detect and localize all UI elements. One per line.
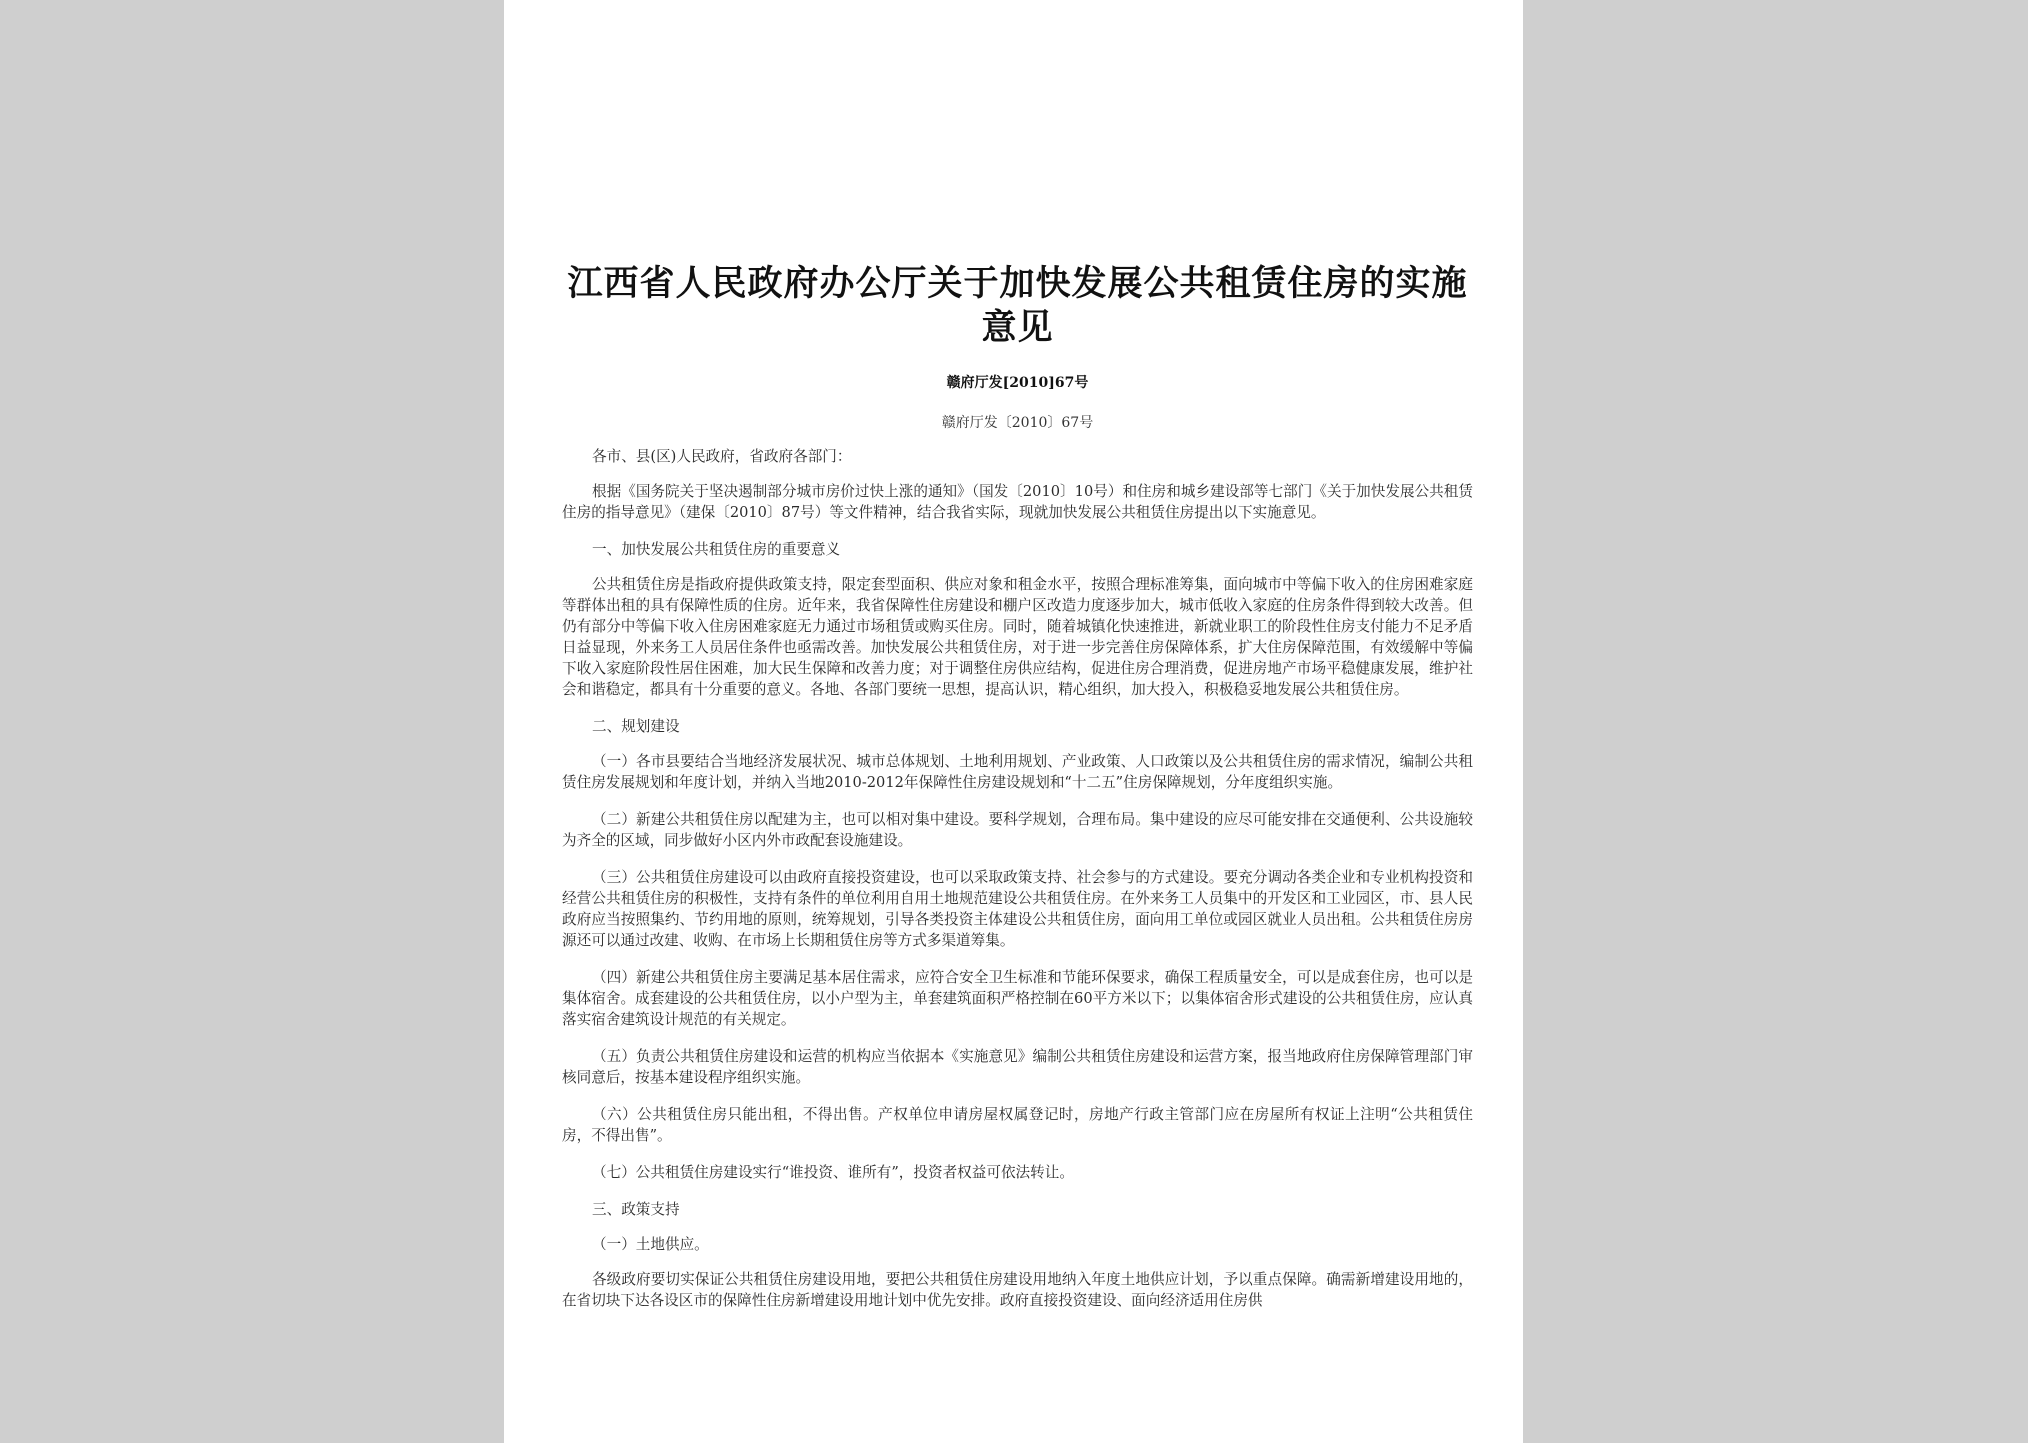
document-number: 赣府厅发〔2010〕67号 — [941, 415, 1094, 431]
body-paragraph: 公共租赁住房是指政府提供政策支持，限定套型面积、供应对象和租金水平，按照合理标准筹集，面向城市中等偏下收入的住房困难家庭等群体出租的具有保障性质的住房。近年来，我省保障性住房建设和棚户区改造力度逐步加大，城市低收入家庭的住房条件得到较大改善。但仍有部分中等偏下收入住房困难家庭无力通过市场租赁或购买住房。同时，随着城镇化快速推进，新就业职工的阶段性住房支付能力不足矛盾日益显现，外来务工人员居住条件也亟需改善。加快发展公共租赁住房，对于进一步完善住房保障体系，扩大住房保障范围，有效缓解中等偏下收入家庭阶段性居住困难，加大民生保障和改善力度；对于调整住房供应结构，促进住房合理消费，促进房地产市场平稳健康发展，维护社会和谐稳定，都具有十分重要的意义。各地、各部门要统一思想，提高认识，精心组织，加大投入，积极稳妥地发展公共租赁住房。 — [562, 576, 1473, 698]
body-paragraph: （四）新建公共租赁住房主要满足基本居住需求，应符合安全卫生标准和节能环保要求，确保工程质量安全，可以是成套住房，也可以是集体宿舍。成套建设的公共租赁住房，以小户型为主，单套建筑面积严格控制在60平方米以下；以集体宿舍形式建设的公共租赁住房，应认真落实宿舍建筑设计规范的有关规定。 — [562, 969, 1473, 1028]
document-title: 江西省人民政府办公厅关于加快发展公共租赁住房的实施意见 — [567, 263, 1468, 348]
section-heading: 二、规划建设 — [592, 718, 680, 735]
section-heading: 三、政策支持 — [592, 1201, 680, 1218]
body-paragraph: （二）新建公共租赁住房以配建为主，也可以相对集中建设。要科学规划，合理布局。集中建设的应尽可能安排在交通便利、公共设施较为齐全的区域，同步做好小区内外市政配套设施建设。 — [562, 811, 1473, 849]
document-body — [562, 446, 1473, 1311]
body-paragraph: 根据《国务院关于坚决遏制部分城市房价过快上涨的通知》（国发〔2010〕10号）和住房和城乡建设部等七部门《关于加快发展公共租赁住房的指导意见》（建保〔2010〕87号）等文件精神，结合我省实际，现就加快发展公共租赁住房提出以下实施意见。 — [562, 483, 1473, 521]
document-number-bold: 赣府厅发[2010]67号 — [946, 375, 1089, 391]
document-page — [504, 0, 1523, 1443]
salutation: 各市、县(区)人民政府，省政府各部门： — [592, 448, 852, 465]
body-paragraph: （三）公共租赁住房建设可以由政府直接投资建设，也可以采取政策支持、社会参与的方式建设。要充分调动各类企业和专业机构投资和经营公共租赁住房的积极性，支持有条件的单位利用自用土地规范建设公共租赁住房。在外来务工人员集中的开发区和工业园区，市、县人民政府应当按照集约、节约用地的原则，统筹规划，引导各类投资主体建设公共租赁住房，面向用工单位或园区就业人员出租。公共租赁住房房源还可以通过改建、收购、在市场上长期租赁住房等方式多渠道筹集。 — [562, 869, 1473, 949]
body-paragraph: （六）公共租赁住房只能出租，不得出售。产权单位申请房屋权属登记时，房地产行政主管部门应在房屋所有权证上注明“公共租赁住房，不得出售”。 — [562, 1106, 1473, 1144]
body-paragraph: （五）负责公共租赁住房建设和运营的机构应当依据本《实施意见》编制公共租赁住房建设和运营方案，报当地政府住房保障管理部门审核同意后，按基本建设程序组织实施。 — [562, 1048, 1473, 1086]
section-heading: （一）土地供应。 — [592, 1236, 709, 1253]
body-paragraph: （一）各市县要结合当地经济发展状况、城市总体规划、土地利用规划、产业政策、人口政策以及公共租赁住房的需求情况，编制公共租赁住房发展规划和年度计划，并纳入当地2010-2012年保障性住房建设规划和“十二五”住房保障规划，分年度组织实施。 — [562, 753, 1473, 791]
body-paragraph: 各级政府要切实保证公共租赁住房建设用地，要把公共租赁住房建设用地纳入年度土地供应计划，予以重点保障。确需新增建设用地的，在省切块下达各设区市的保障性住房新增建设用地计划中优先安排。政府直接投资建设、面向经济适用住房供 — [562, 1271, 1473, 1309]
body-paragraph: （七）公共租赁住房建设实行“谁投资、谁所有”，投资者权益可依法转让。 — [592, 1164, 1074, 1181]
section-heading: 一、加快发展公共租赁住房的重要意义 — [592, 541, 841, 558]
